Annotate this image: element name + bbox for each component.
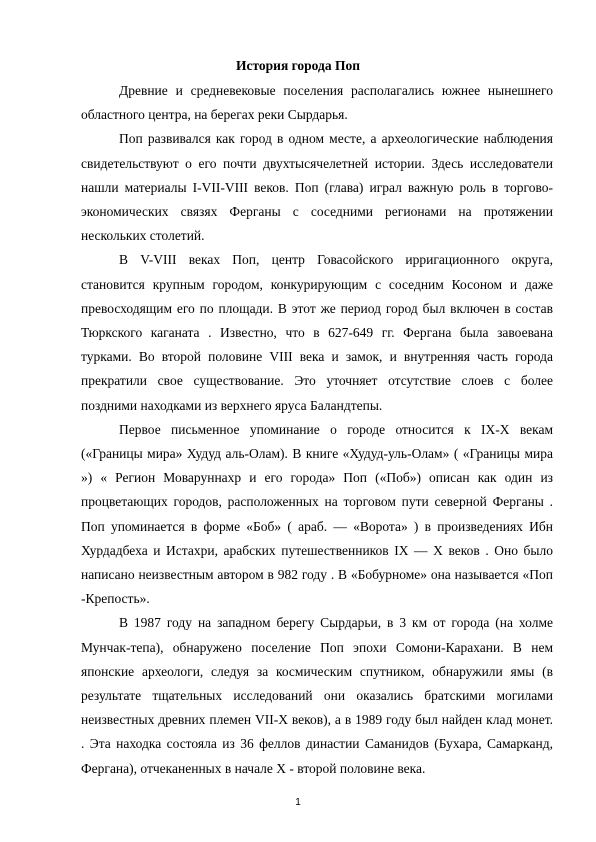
document-title: История города Поп bbox=[235, 58, 361, 73]
paragraph: В 1987 году на западном берегу Сырдарьи, в 3 км от города (на холме Мунчак-тепа), обнаружено поселение Поп эпохи Сомони-Карахани. В нем японские археологи, следуя за космическим спутником, обнаружили ямы (в результате тщательных исследований они оказались братскими могилами неизвестных древних племен VII-X веков), а в 1989 году был найден клад монет. . Эта находка состояла из 36 феллов династии Саманидов (Бухара, Самарканд, Фергана), отчеканенных в начале X - второй половине века. bbox=[81, 615, 553, 776]
paragraph: Поп развивался как город в одном месте, а археологические наблюдения свидетельствуют о его почти двухтысячелетней истории. Здесь исследователи нашли материалы I-VII-VIII веков. Поп (глава) играл важную роль в торгово-экономических связях Ферганы с соседними регионами на протяжении нескольких столетий. bbox=[81, 131, 553, 244]
paragraph: В V-VIII веках Поп, центр Говасойского ирригационного округа, становится крупным городом, конкурирующим с соседним Косоном и даже превосходящим его по площади. В этот же период город был включен в состав Тюркского каганата . Известно, что в 627-649 гг. Фергана была завоевана турками. Во второй половине VIII века и замок, и внутренняя часть города прекратили свое существование. Это уточняет отсутствие слоев с более поздними находками из верхнего яруса Баландтепы. bbox=[81, 252, 553, 413]
paragraph: Первое письменное упоминание о городе относится к IX-X векам («Границы мира» Худуд аль-Олам). В книге «Худуд-уль-Олам» ( «Границы мира ») « Регион Моваруннахр и его города» Поп («Поб») описан как один из процветающих городов, расположенных на торговом пути северной Ферганы . Поп упоминается в форме «Боб» ( араб. — «Ворота» ) в произведениях Ибн Хурдадбеха и Истахри, арабских путешественников IX — X веков . Оно было написано неизвестным автором в 982 году . В «Бобурноме» она называется «Поп -Крепость». bbox=[81, 421, 553, 607]
paragraph: Древние и средневековые поселения располагались южнее нынешнего областного центра, на берегах реки Сырдарья. bbox=[81, 83, 553, 123]
document-body bbox=[81, 79, 553, 781]
page-number: 1 bbox=[295, 797, 301, 808]
